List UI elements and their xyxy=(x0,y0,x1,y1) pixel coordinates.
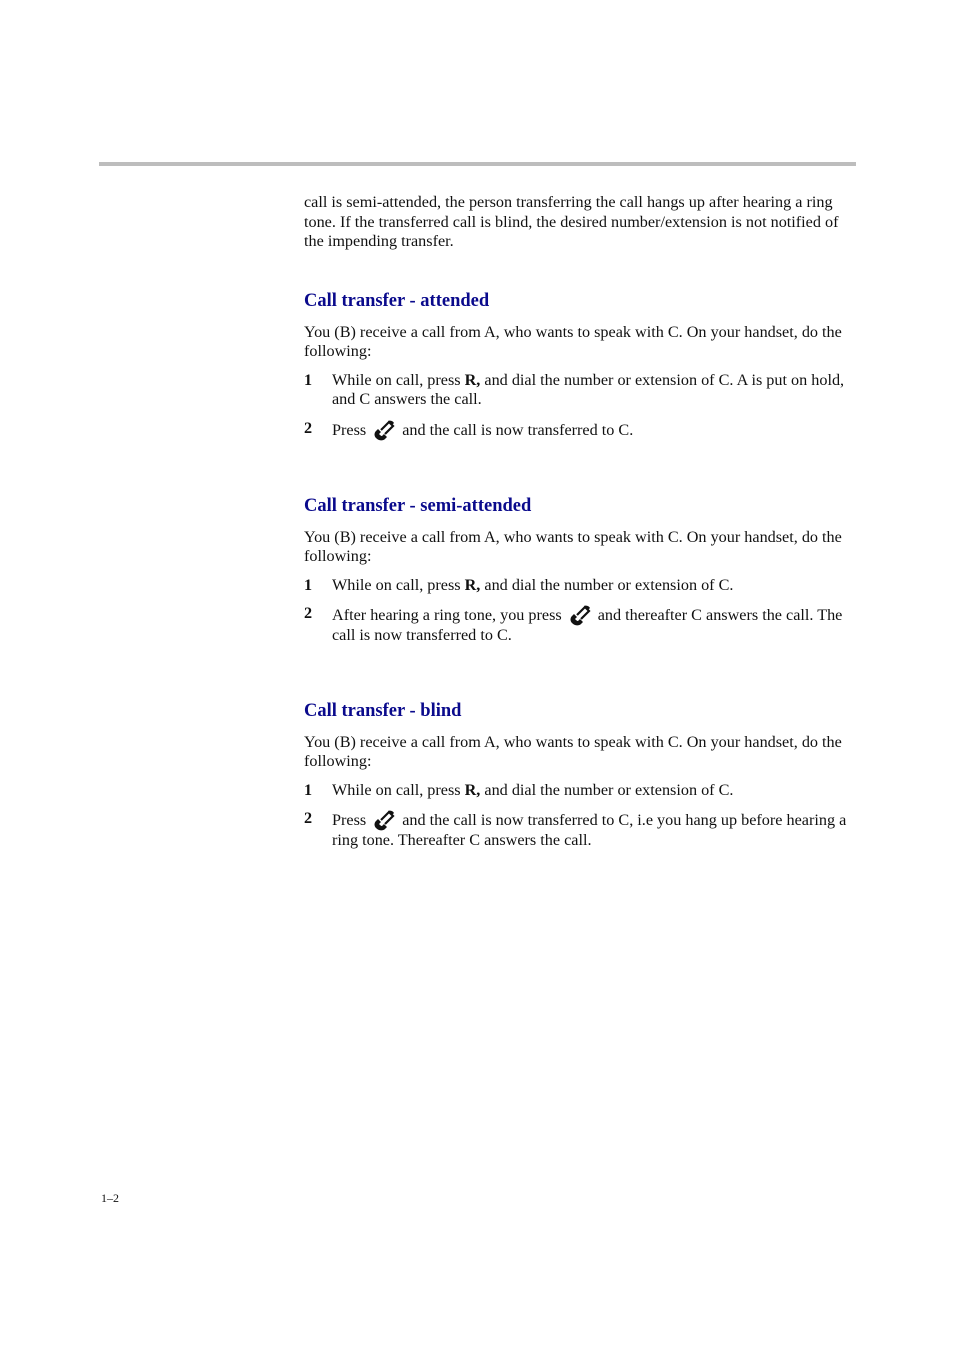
step-text-pre: Press xyxy=(332,420,367,439)
phone-handset-icon xyxy=(372,419,396,441)
step-key-label: R, xyxy=(464,780,481,799)
step-number: 1 xyxy=(304,370,313,389)
step-item xyxy=(304,809,856,851)
step-number: 1 xyxy=(304,780,313,799)
section-description: You (B) receive a call from A, who wants to speak with C. On your handset, do the following: xyxy=(304,732,842,770)
step-text-post: and thereafter C answers the call. The call is now transferred to C. xyxy=(332,606,843,644)
step-item xyxy=(304,576,856,596)
section-title: Call transfer - blind xyxy=(304,700,462,721)
step-item xyxy=(304,419,856,441)
intro-paragraph: call is semi-attended, the person transferring the call hangs up after hearing a ring tone. If the transferred call is blind, the desired number/extension is not notified of the impending transfer. xyxy=(304,193,839,250)
step-text-post: and the call is now transferred to C, i.e you hang up before hearing a ring tone. Thereafter C answers the call. xyxy=(332,811,847,849)
step-text-pre: While on call, press xyxy=(332,575,465,594)
step-text xyxy=(332,809,856,851)
step-text-post: and dial the number or extension of C. A is put on hold, and C answers the call. xyxy=(332,370,845,408)
step-number: 1 xyxy=(304,575,313,594)
step-text xyxy=(332,781,856,801)
step-text xyxy=(332,419,856,441)
section-semi-attended xyxy=(304,495,856,646)
step-text xyxy=(332,371,856,410)
phone-handset-icon xyxy=(568,604,592,626)
step-text-pre: While on call, press xyxy=(332,780,465,799)
section-description: You (B) receive a call from A, who wants to speak with C. On your handset, do the following: xyxy=(304,322,842,360)
page-number: 1–2 xyxy=(101,1191,119,1205)
step-item xyxy=(304,371,856,410)
step-text xyxy=(332,576,856,596)
section-blind xyxy=(304,700,856,851)
step-item xyxy=(304,781,856,801)
step-key-label: R, xyxy=(464,370,481,389)
step-text-pre: After hearing a ring tone, you press xyxy=(332,606,562,624)
section-title: Call transfer - attended xyxy=(304,290,490,311)
step-number: 2 xyxy=(304,604,313,622)
step-text-pre: Press xyxy=(332,811,367,829)
step-text xyxy=(332,604,856,646)
step-number: 2 xyxy=(304,418,313,437)
section-title: Call transfer - semi-attended xyxy=(304,495,532,516)
page-content xyxy=(304,193,856,905)
section-description: You (B) receive a call from A, who wants to speak with C. On your handset, do the following: xyxy=(304,527,842,565)
step-key-label: R, xyxy=(464,575,481,594)
step-text-post: and dial the number or extension of C. xyxy=(480,575,734,594)
header-rule xyxy=(99,162,856,166)
step-number: 2 xyxy=(304,809,313,827)
step-text-post: and the call is now transferred to C. xyxy=(402,420,634,439)
step-text-pre: While on call, press xyxy=(332,370,465,389)
section-attended xyxy=(304,290,856,441)
step-text-post: and dial the number or extension of C. xyxy=(480,780,734,799)
phone-handset-icon xyxy=(372,809,396,831)
step-item xyxy=(304,604,856,646)
